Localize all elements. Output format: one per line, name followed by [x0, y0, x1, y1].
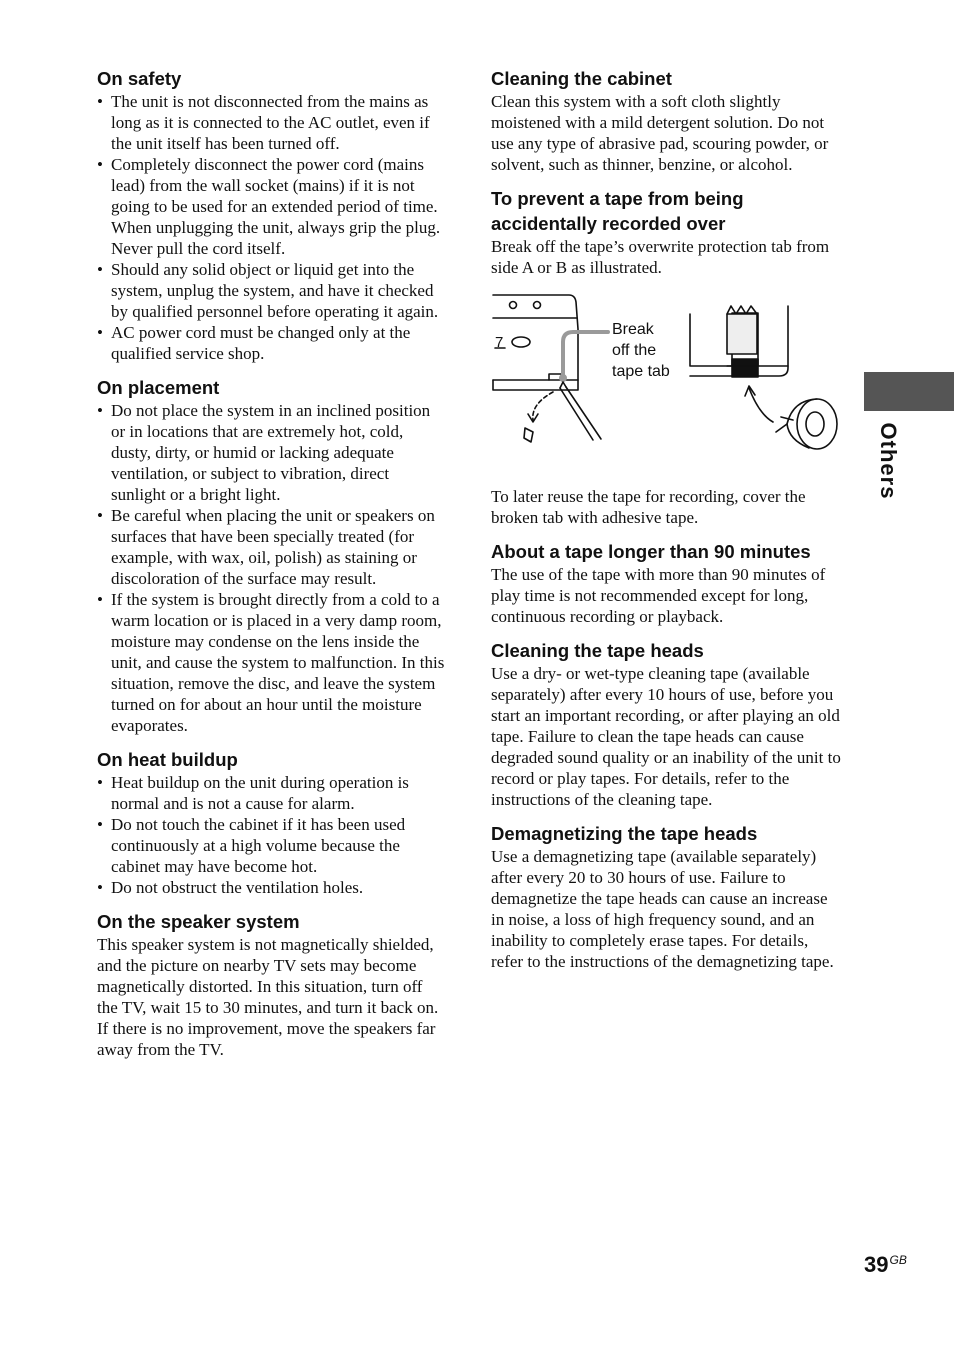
- section-heading: Cleaning the tape heads: [491, 640, 704, 661]
- curved-arrow: [745, 386, 773, 422]
- list-item: • Completely disconnect the power cord (mains lead) from the wall socket (mains) if it is not going to be used for an extended period of time. When unplugging the unit, always grip the plug. Never pull the cord itself.: [97, 154, 447, 259]
- broken-tab-arrow: [524, 392, 553, 442]
- list-item: • The unit is not disconnected from the mains as long as it is connected to the AC outlet, even if the unit itself has been turned off.: [97, 91, 447, 154]
- section-paragraph: This speaker system is not magnetically shielded, and the picture on nearby TV sets may become magnetically distorted. In this situation, turn off the TV, wait 15 to 30 minutes, and turn it back on. If there is no improvement, move the speakers far away from the TV.: [97, 935, 439, 1059]
- section-heading: On safety: [97, 68, 182, 89]
- figure-label-line: tape tab: [612, 363, 670, 380]
- figure-label-line: off the: [612, 342, 657, 359]
- side-tab-text: Others: [876, 422, 901, 500]
- section-on-placement: [97, 375, 447, 736]
- heading-line: To prevent a tape from being: [491, 188, 744, 209]
- section-paragraph: The use of the tape with more than 90 minutes of play time is not recommended except for long, continuous recording or playback.: [491, 565, 826, 626]
- section-on-heat-buildup: [97, 747, 447, 898]
- left-column: [97, 66, 447, 1071]
- section-on-speaker-system: [97, 909, 447, 1060]
- tape-roll-shape: [776, 399, 837, 449]
- section-paragraph: To later reuse the tape for recording, cover the broken tab with adhesive tape.: [491, 487, 806, 527]
- section-paragraph: Clean this system with a soft cloth slightly moistened with a mild detergent solution. Do not use any type of abrasive pad, scouring powder, or solvent, such as thinner, benzine, or alcohol.: [491, 92, 829, 174]
- page-number-suffix: GB: [889, 1253, 907, 1267]
- section-heading: On heat buildup: [97, 749, 238, 770]
- section-paragraph: Use a dry- or wet-type cleaning tape (available separately) after every 10 hours of use, before you start an important recording, or after playing an old tape. Failure to clean the tape heads can cause degraded sound quality or an inability of the unit to record or play tapes. For details, refer to the instructions of the cleaning tape.: [491, 664, 841, 809]
- bullet-list: [97, 91, 447, 364]
- section-tape-longer: [491, 539, 841, 627]
- side-tab-label: [864, 411, 912, 511]
- label-leader-line: [560, 332, 608, 381]
- figure-label: [612, 319, 692, 382]
- section-heading: On placement: [97, 377, 220, 398]
- heading-line: accidentally recorded over: [491, 213, 726, 234]
- section-on-safety: [97, 66, 447, 364]
- section-heading: Cleaning the cabinet: [491, 68, 672, 89]
- list-item: • Heat buildup on the unit during operation is normal and is not a cause for alarm.: [97, 772, 447, 814]
- list-item: • Do not obstruct the ventilation holes.: [97, 877, 447, 898]
- page-number: [864, 1252, 907, 1278]
- cassette-side-view: [690, 306, 788, 377]
- section-demagnetizing: [491, 821, 841, 972]
- right-column: [491, 66, 841, 983]
- section-paragraph: Break off the tape’s overwrite protection tab from side A or B as illustrated.: [491, 237, 830, 277]
- figure-label-line: Break: [612, 321, 654, 338]
- page-number-value: 39: [864, 1252, 889, 1277]
- bullet-list: [97, 772, 447, 898]
- section-reuse: [491, 486, 841, 528]
- section-cleaning-cabinet: [491, 66, 841, 175]
- list-item: • If the system is brought directly from a cold to a warm location or is placed in a very damp room, moisture may condense on the lens inside the unit, and cause the system to malfunction. In this situation, remove the disc, and leave the system turned on for about an hour until the moisture evaporates.: [97, 589, 447, 736]
- section-paragraph: Use a demagnetizing tape (available separately) after every 20 to 30 hours of use. Failure to demagnetize the tape heads can cause an increase in noise, a loss of high frequency sound, and an inability to completely erase tapes. For details, refer to the instructions of the demagnetizing tape.: [491, 847, 834, 971]
- list-item: • Be careful when placing the unit or speakers on surfaces that have been specially treated (for example, with wax, oil, polish) as staining or discoloration of the surface may result.: [97, 505, 447, 589]
- list-item: • Do not place the system in an inclined position or in locations that are extremely hot, cold, dusty, dirty, or humid or lacking adequate ventilation, or subject to vibration, direct sunlight or a bright light.: [97, 400, 447, 505]
- section-heading: [491, 186, 841, 236]
- list-item: • Should any solid object or liquid get into the system, unplug the system, and have it checked by qualified personnel before operating it again.: [97, 259, 447, 322]
- section-heading: Demagnetizing the tape heads: [491, 823, 758, 844]
- section-heading: About a tape longer than 90 minutes: [491, 541, 811, 562]
- section-cleaning-heads: [491, 638, 841, 810]
- side-tab-marker: [864, 372, 954, 411]
- bullet-list: [97, 400, 447, 736]
- section-prevent-recording: [491, 186, 841, 278]
- list-item: • AC power cord must be changed only at the qualified service shop.: [97, 322, 447, 364]
- list-item: • Do not touch the cabinet if it has been used continuously at a high volume because the cabinet may have become hot.: [97, 814, 447, 877]
- tape-tab-illustration: [491, 292, 841, 462]
- section-heading: On the speaker system: [97, 911, 300, 932]
- svg-text:7: 7: [495, 334, 504, 351]
